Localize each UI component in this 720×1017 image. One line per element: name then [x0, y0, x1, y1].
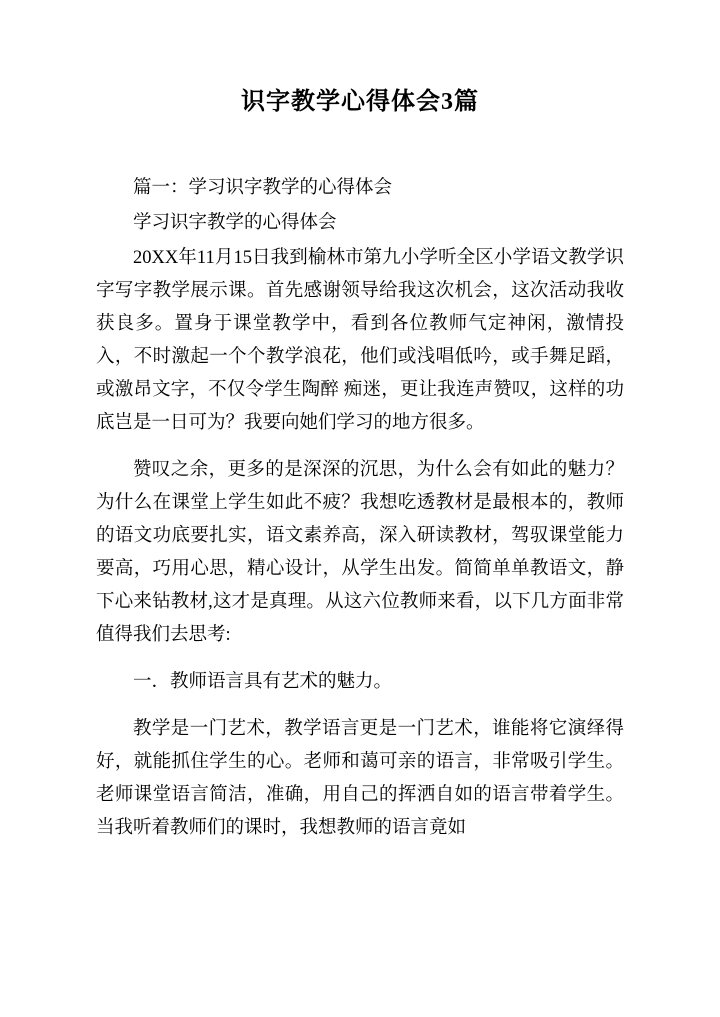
- paragraph-section-heading-1: 篇一：学习识字教学的心得体会: [133, 177, 393, 198]
- paragraph-1: 20XX年11月15日我到榆林市第九小学听全区小学语文教学识字写字教学展示课。首先感谢领导给我这次机会，这次活动我收获良多。置身于课堂教学中，看到各位教师气定神闲，激情投入，不时激起一个个教学浪花，他们或浅唱低吟，或手舞足蹈，或激昂文字，不仅令学生陶醉 痴迷，更让我连声赞叹，这样的功底岂是一日可为？我要向她们学习的地方很多。: [96, 247, 624, 433]
- paragraph-subheading-1: 学习识字教学的心得体会: [133, 212, 337, 233]
- paragraph-4: 教学是一门艺术，教学语言更是一门艺术，谁能将它演绎得好，就能抓住学生的心。老师和蔼可亲的语言，非常吸引学生。老师课堂语言简洁，准确，用自己的挥洒自如的语言带着学生。当我听着教师们的课时，我想教师的语言竟如: [96, 718, 624, 838]
- paragraph-3: 一．教师语言具有艺术的魅力。: [133, 671, 393, 692]
- paragraph-2: 赞叹之余，更多的是深深的沉思，为什么会有如此的魅力？为什么在课堂上学生如此不疲？我想吃透教材是最根本的，教师的语文功底要扎实，语文素养高，深入研读教材，驾驭课堂能力要高，巧用心思，精心设计，从学生出发。简简单单教语文，静下心来钻教材,这才是真理。从这六位教师来看，以下几方面非常值得我们去思考:: [96, 459, 624, 645]
- document-body: [96, 172, 624, 845]
- document-content: [96, 0, 624, 847]
- page-title: 识字教学心得体会3篇: [241, 89, 479, 115]
